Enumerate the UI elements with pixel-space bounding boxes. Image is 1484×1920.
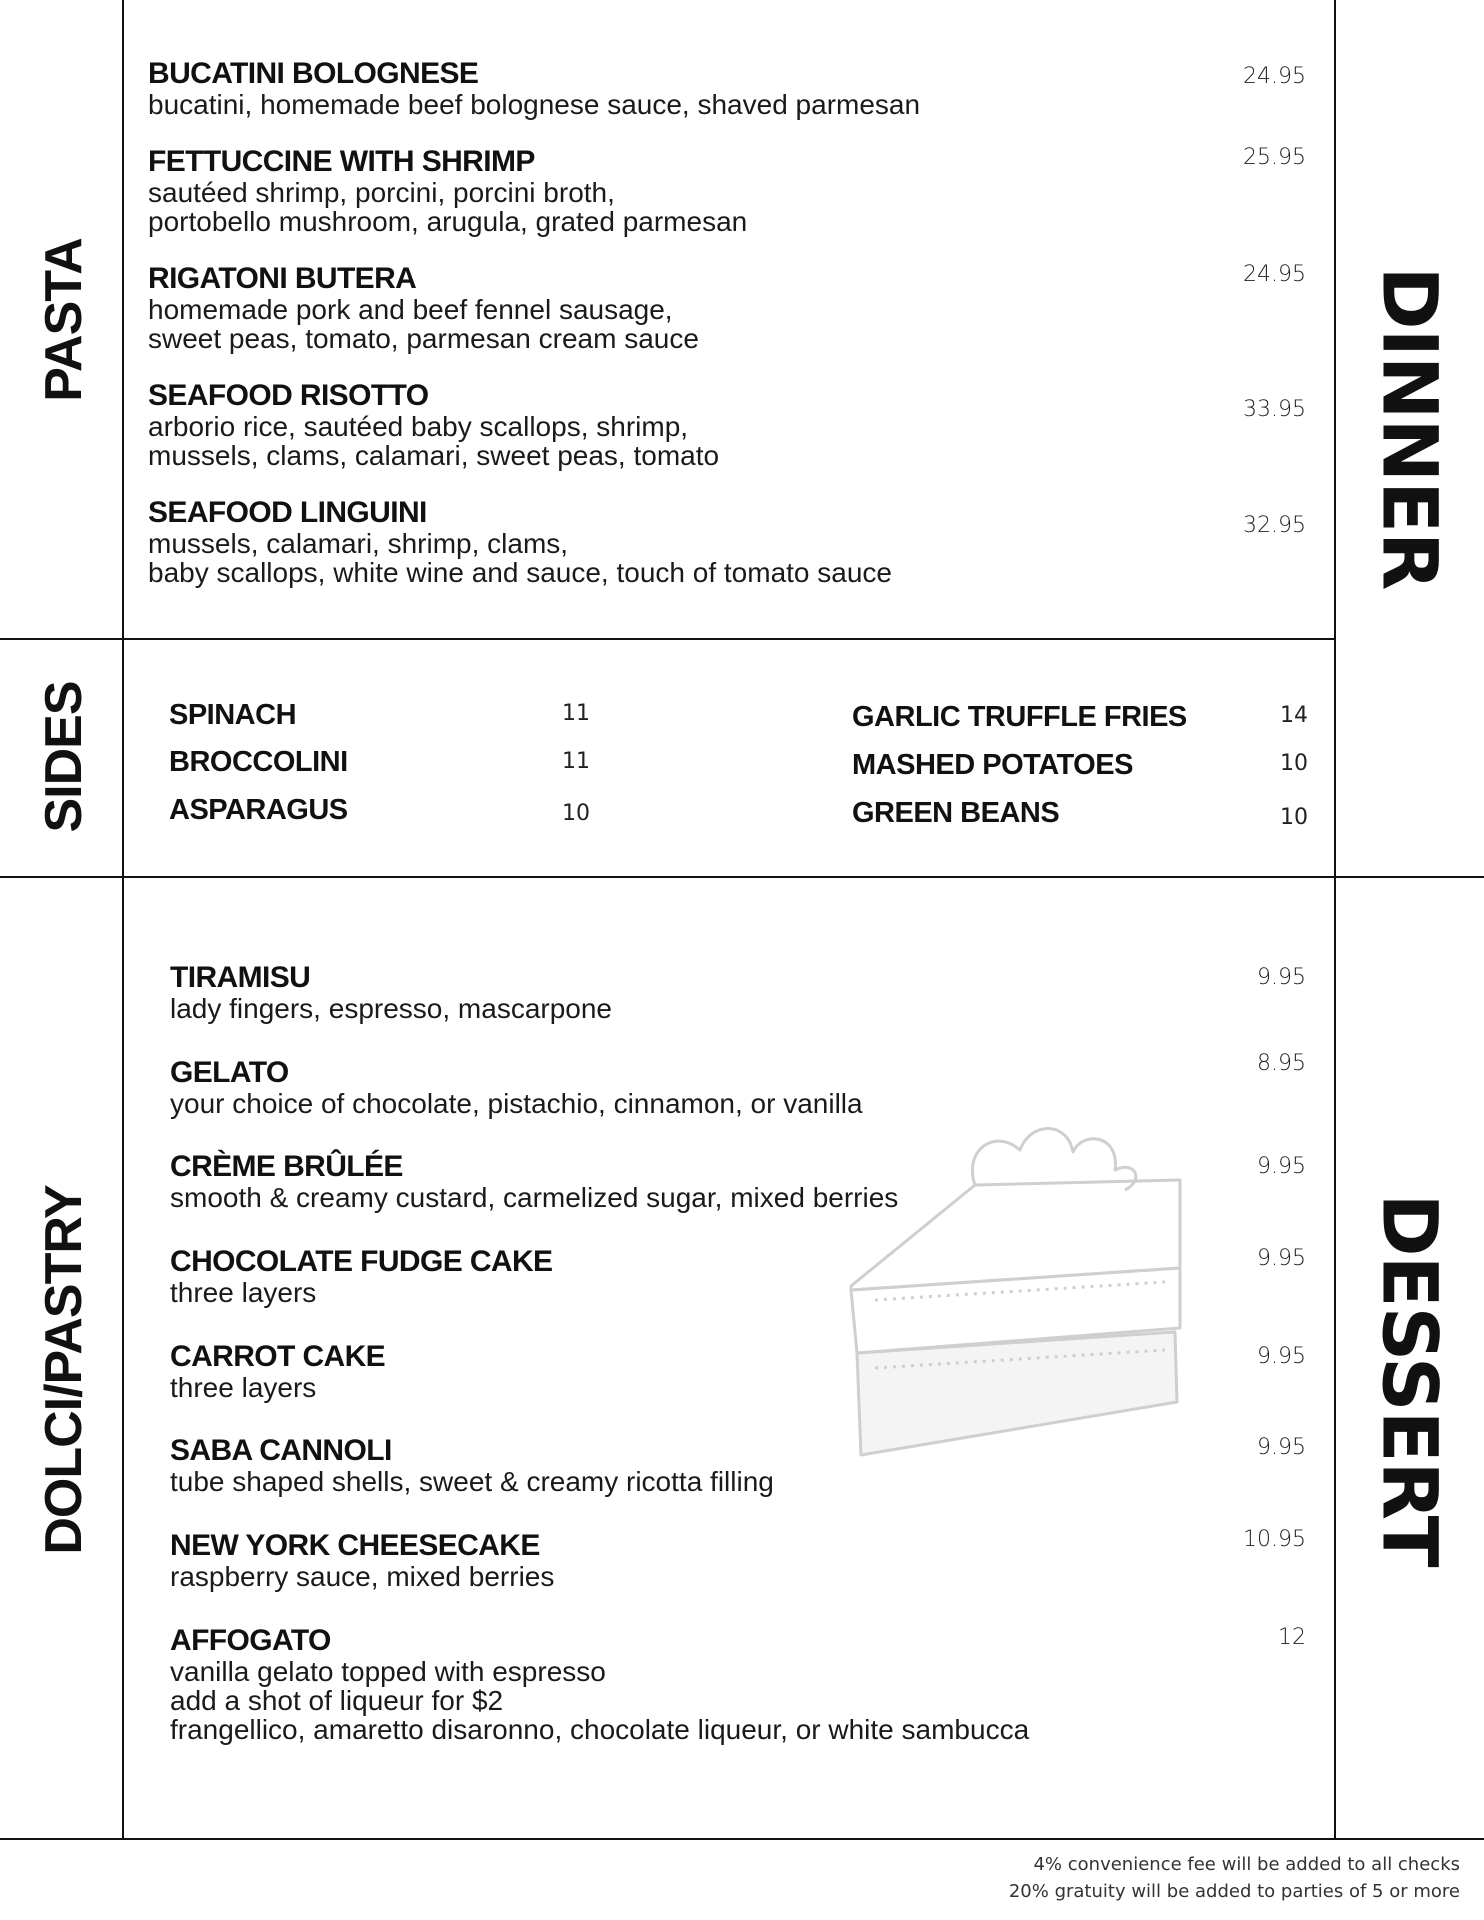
dessert-item [170, 1151, 1330, 1212]
dessert-item [170, 1530, 1330, 1591]
item-name: RIGATONI BUTERA [148, 262, 417, 295]
section-label-sides: SIDES [35, 681, 93, 833]
sides-dessert-divider [0, 876, 1484, 878]
side-item-price: 10 [1280, 751, 1308, 776]
pasta-item [148, 58, 1308, 119]
item-price: 12 [1278, 1625, 1306, 1650]
pasta-sides-divider [0, 638, 1336, 640]
item-name: SEAFOOD LINGUINI [148, 496, 427, 529]
side-item-price: 10 [562, 801, 590, 826]
footer-notes [1009, 1851, 1460, 1905]
item-name: CARROT CAKE [170, 1340, 386, 1373]
item-description: three layers [170, 1372, 317, 1403]
item-price: 8.95 [1257, 1051, 1306, 1076]
side-item-price: 10 [1280, 805, 1308, 830]
item-description: your choice of chocolate, pistachio, cinnamon, or vanilla [170, 1088, 863, 1119]
side-title-dinner: DINNER [1365, 266, 1455, 590]
item-name: CRÈME BRÛLÉE [170, 1150, 403, 1183]
side-item-name: MASHED POTATOES [852, 749, 1133, 781]
dessert-item [170, 1435, 1330, 1496]
item-price: 9.95 [1257, 965, 1306, 990]
item-name: AFFOGATO [170, 1624, 331, 1657]
side-item-price: 11 [562, 701, 590, 726]
section-label-pasta: PASTA [35, 238, 93, 402]
item-price: 33.95 [1243, 397, 1306, 422]
dessert-item [170, 1625, 1330, 1744]
item-price: 24.95 [1243, 262, 1306, 287]
item-description: bucatini, homemade beef bolognese sauce, shaved parmesan [148, 89, 921, 120]
item-description: sautéed shrimp, porcini, porcini broth, portobello mushroom, arugula, grated parmesan [148, 177, 748, 237]
item-description: three layers [170, 1277, 317, 1308]
side-item-price: 11 [562, 749, 590, 774]
bottom-divider [0, 1838, 1484, 1840]
item-name: FETTUCCINE WITH SHRIMP [148, 145, 535, 178]
pasta-item [148, 380, 1308, 470]
dessert-item [170, 1246, 1330, 1307]
pasta-item [148, 497, 1308, 587]
dessert-item [170, 1057, 1330, 1118]
item-price: 9.95 [1257, 1435, 1306, 1460]
item-description: arborio rice, sautéed baby scallops, shrimp, mussels, clams, calamari, sweet peas, tomato [148, 411, 720, 471]
item-name: NEW YORK CHEESECAKE [170, 1529, 540, 1562]
item-name: SABA CANNOLI [170, 1434, 392, 1467]
item-description: lady fingers, espresso, mascarpone [170, 993, 612, 1024]
item-price: 9.95 [1257, 1246, 1306, 1271]
section-label-dolci: DOLCI/PASTRY [35, 1185, 93, 1555]
item-name: TIRAMISU [170, 961, 311, 994]
item-name: BUCATINI BOLOGNESE [148, 57, 479, 90]
item-price: 9.95 [1257, 1344, 1306, 1369]
item-description: raspberry sauce, mixed berries [170, 1561, 555, 1592]
item-name: CHOCOLATE FUDGE CAKE [170, 1245, 553, 1278]
item-description: mussels, calamari, shrimp, clams, baby scallops, white wine and sauce, touch of tomato sauce [148, 528, 892, 588]
side-item-name: GARLIC TRUFFLE FRIES [852, 701, 1187, 733]
side-item-name: GREEN BEANS [852, 797, 1060, 829]
pasta-item [148, 263, 1308, 353]
item-description: homemade pork and beef fennel sausage, sweet peas, tomato, parmesan cream sauce [148, 294, 699, 354]
item-description: smooth & creamy custard, carmelized sugar, mixed berries [170, 1182, 899, 1213]
item-price: 25.95 [1243, 145, 1306, 170]
convenience-fee-note: 4% convenience fee will be added to all checks [1033, 1854, 1460, 1875]
item-price: 9.95 [1257, 1154, 1306, 1179]
item-name: SEAFOOD RISOTTO [148, 379, 429, 412]
item-name: GELATO [170, 1056, 289, 1089]
left-column-divider [122, 0, 124, 1840]
side-item-name: BROCCOLINI [169, 746, 348, 778]
gratuity-note: 20% gratuity will be added to parties of 5 or more [1008, 1881, 1460, 1902]
item-price: 32.95 [1243, 513, 1306, 538]
side-item-name: SPINACH [169, 699, 297, 731]
dessert-item [170, 962, 1330, 1023]
side-item-name: ASPARAGUS [169, 794, 348, 826]
dessert-item [170, 1341, 1330, 1402]
item-price: 24.95 [1243, 64, 1306, 89]
item-price: 10.95 [1243, 1527, 1306, 1552]
item-description: vanilla gelato topped with espresso add a shot of liqueur for $2 frangellico, amaretto disaronno, chocolate liqueur, or white sambucca [170, 1656, 1030, 1745]
item-description: tube shaped shells, sweet & creamy ricotta filling [170, 1466, 774, 1497]
pasta-item [148, 146, 1308, 236]
side-item-price: 14 [1280, 703, 1308, 728]
side-title-dessert: DESSERT [1365, 1193, 1455, 1567]
right-column-divider [1334, 0, 1336, 1840]
